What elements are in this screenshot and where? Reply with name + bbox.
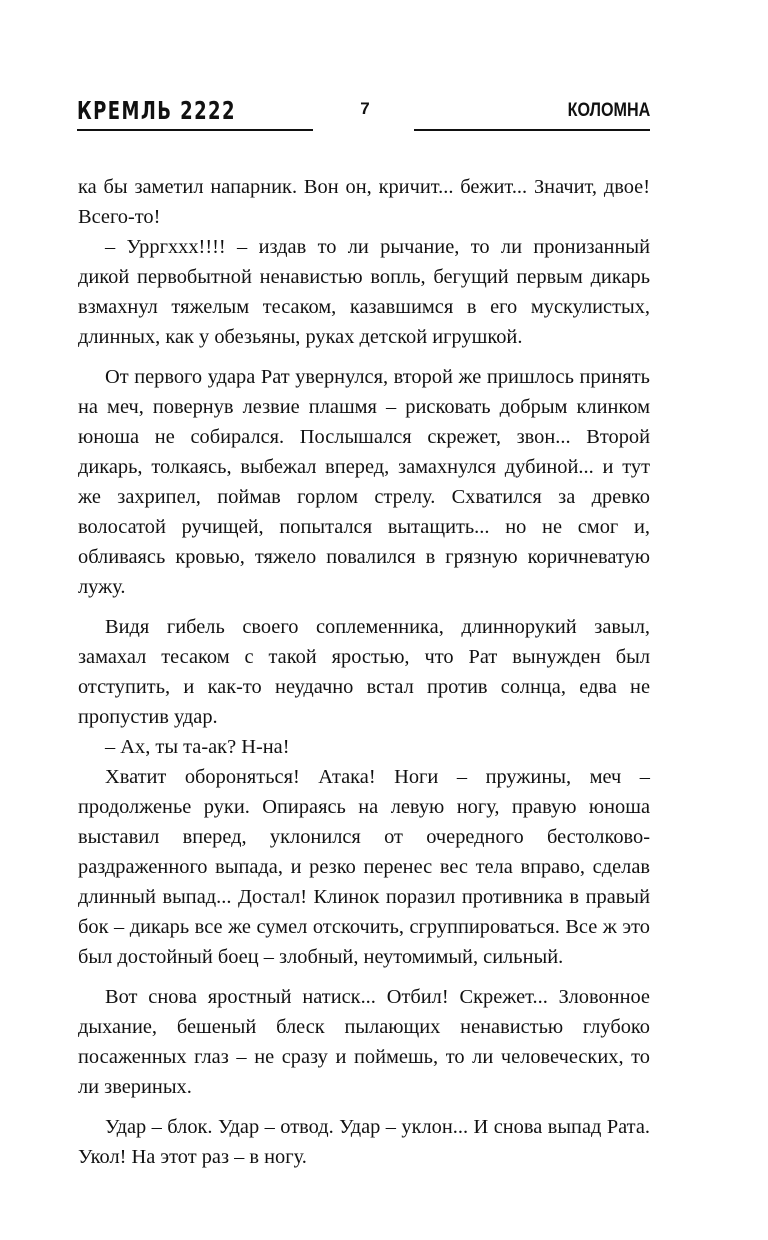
body-text — [78, 172, 650, 1172]
running-header-right — [414, 96, 650, 131]
running-header-left — [77, 96, 313, 131]
paragraph: От первого удара Рат увернулся, второй же пришлось принять на меч, повернув лезвие плашмя – рисковать добрым клинком юноша не собирался. Послышался скрежет, звон... Второй дикарь, толкаясь, выбежал вперед, замахнулся дубиной... и тут же захрипел, поймав горлом стрелу. Схватился за древко волосатой ручищей, попытался вытащить... но не смог и, обливаясь кровью, тяжело повалился в грязную коричневатую лужу. — [78, 366, 650, 598]
paragraph: Хватит обороняться! Атака! Ноги – пружины, меч – продолженье руки. Опираясь на левую ногу, правую юноша выставил вперед, уклонился от очередного бестолково-раздраженного выпада, и резко перенес вес тела вправо, сделав длинный выпад... Достал! Клинок поразил противника в правый бок – дикарь все же сумел отскочить, сгруппироваться. Все ж это был достойный боец – злобный, неутомимый, сильный. — [78, 766, 650, 968]
chapter-title: КОЛОМНА — [567, 100, 650, 121]
paragraph: – Урргххх!!!! – издав то ли рычание, то ли пронизанный дикой первобытной ненавистью вопль, бегущий первым дикарь взмахнул тяжелым тесаком, казавшимся в его мускулистых, длинных, как у обезьяны, руках детской игрушкой. — [78, 236, 650, 348]
paragraph: ка бы заметил напарник. Вон он, кричит... бежит... Значит, двое! Всего-то! — [78, 176, 650, 228]
series-title: КРЕМЛЬ 2222 — [77, 96, 236, 125]
page-number: 7 — [360, 99, 370, 118]
paragraph: Вот снова яростный натиск... Отбил! Скрежет... Зловонное дыхание, бешеный блеск пылающих ненавистью глубоко посаженных глаз – не сразу и поймешь, то ли человеческих, то ли звериных. — [78, 986, 650, 1098]
paragraph: Видя гибель своего соплеменника, длиннорукий завыл, замахал тесаком с такой яростью, что Рат вынужден был отступить, и как-то неудачно встал против солнца, едва не пропустив удар. — [78, 616, 650, 728]
paragraph: – Ах, ты та-ак? Н-на! — [105, 736, 290, 758]
paragraph: Удар – блок. Удар – отвод. Удар – уклон... И снова выпад Рата. Укол! На этот раз – в ногу. — [78, 1116, 650, 1168]
